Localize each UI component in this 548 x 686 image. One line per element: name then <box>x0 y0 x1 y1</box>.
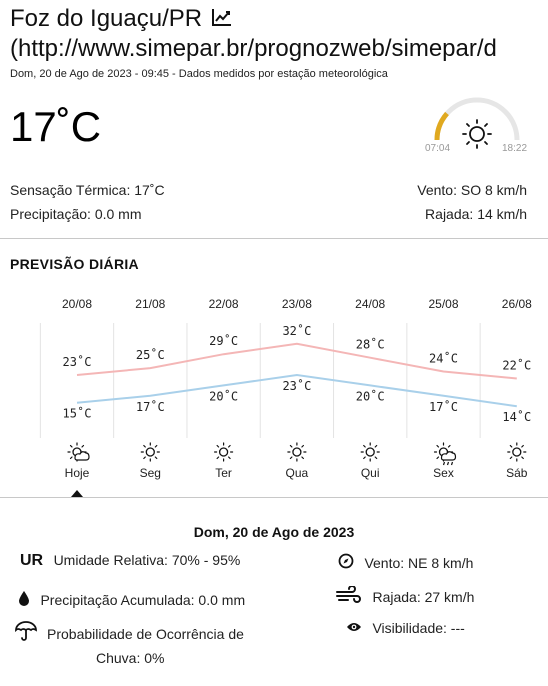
eye-icon <box>346 620 362 638</box>
weekday-label: Qua <box>285 466 309 480</box>
divider <box>0 497 548 498</box>
data-label-max: 29˚C <box>209 334 239 349</box>
data-label-max: 25˚C <box>135 348 165 363</box>
day-date-label: 25/08 <box>428 297 459 311</box>
precip-row <box>18 590 245 611</box>
sunrise-time: 07:04 <box>425 143 451 154</box>
wind-gust-icon <box>336 586 362 609</box>
data-label-max: 28˚C <box>355 337 385 352</box>
data-label-max: 22˚C <box>502 358 532 373</box>
ur-label: UR <box>20 552 44 569</box>
city-name: Foz do Iguaçu/PR <box>10 5 203 32</box>
sun-icon <box>141 443 159 461</box>
current-gust: Rajada: 14 km/h <box>425 206 527 222</box>
day-date-label: 20/08 <box>61 297 93 311</box>
wind-row <box>338 553 473 574</box>
page-title <box>10 4 233 35</box>
humidity-text: Umidade Relativa: 70% - 95% <box>53 552 241 568</box>
sun-icon <box>463 120 491 148</box>
rain-prob-line1: Probabilidade de Ocorrência de <box>47 626 244 642</box>
detail-date: Dom, 20 de Ago de 2023 <box>193 524 355 540</box>
weekday-label: Ter <box>215 466 232 480</box>
visibility-row <box>346 620 465 638</box>
umbrella-icon <box>14 620 38 647</box>
gust-text: Rajada: 27 km/h <box>372 588 475 605</box>
forecast-chart-svg <box>0 290 548 490</box>
rain-prob-line2: Chuva: 0% <box>96 650 165 666</box>
source-url[interactable]: (http://www.simepar.br/prognozweb/simepar/d <box>10 35 497 62</box>
feels-like: Sensação Térmica: 17˚C <box>10 182 165 198</box>
day-date-label: 22/08 <box>208 297 239 311</box>
data-label-max: 24˚C <box>429 351 458 366</box>
weekday-label: Qui <box>360 466 380 480</box>
sun-icon <box>508 443 526 461</box>
wind-text: Vento: NE 8 km/h <box>364 554 474 571</box>
data-label-min: 15˚C <box>62 406 92 421</box>
data-label-max: 23˚C <box>62 355 92 369</box>
data-label-min: 17˚C <box>429 399 458 414</box>
precip-text: Precipitação Acumulada: 0.0 mm <box>40 591 246 608</box>
sun-icon <box>215 443 233 461</box>
divider <box>0 238 548 239</box>
weekday-label: Sáb <box>506 466 528 480</box>
measurement-subtitle: Dom, 20 de Ago de 2023 - 09:45 - Dados medidos por estação meteorológica <box>10 68 388 80</box>
sun-icon <box>361 443 379 461</box>
day-date-label: 23/08 <box>281 297 312 311</box>
day-date-label: 26/08 <box>501 297 532 311</box>
data-label-min: 20˚C <box>209 389 239 404</box>
humidity-row <box>20 552 240 570</box>
weekday-label: Hoje <box>64 466 90 480</box>
sun-icon <box>288 443 306 461</box>
current-precipitation: Precipitação: 0.0 mm <box>10 206 142 222</box>
daily-forecast-chart[interactable] <box>0 290 548 490</box>
current-wind: Vento: SO 8 km/h <box>417 182 527 198</box>
day-date-label: 24/08 <box>355 297 386 311</box>
sunset-time: 18:22 <box>502 143 528 154</box>
day-date-label: 21/08 <box>135 297 166 311</box>
weekday-label: Seg <box>139 466 161 480</box>
raindrop-icon <box>18 590 30 611</box>
daily-forecast-title: PREVISÃO DIÁRIA <box>10 256 139 272</box>
selected-day-indicator <box>71 490 83 497</box>
data-label-min: 23˚C <box>282 379 312 393</box>
current-temperature: 17˚C <box>10 103 102 150</box>
data-label-min: 20˚C <box>355 389 385 404</box>
data-label-min: 17˚C <box>135 399 165 414</box>
compass-icon <box>338 553 354 574</box>
chart-line-icon[interactable] <box>211 5 233 35</box>
data-label-max: 32˚C <box>282 323 312 338</box>
weekday-label: Sex <box>433 466 454 480</box>
visibility-text: Visibilidade: --- <box>372 620 465 637</box>
gust-row <box>336 586 474 609</box>
data-label-min: 14˚C <box>502 410 532 425</box>
sun-cloud-icon <box>68 443 89 461</box>
sun-cloud-rain-icon <box>435 443 456 465</box>
sun-arc-progress <box>437 114 447 141</box>
